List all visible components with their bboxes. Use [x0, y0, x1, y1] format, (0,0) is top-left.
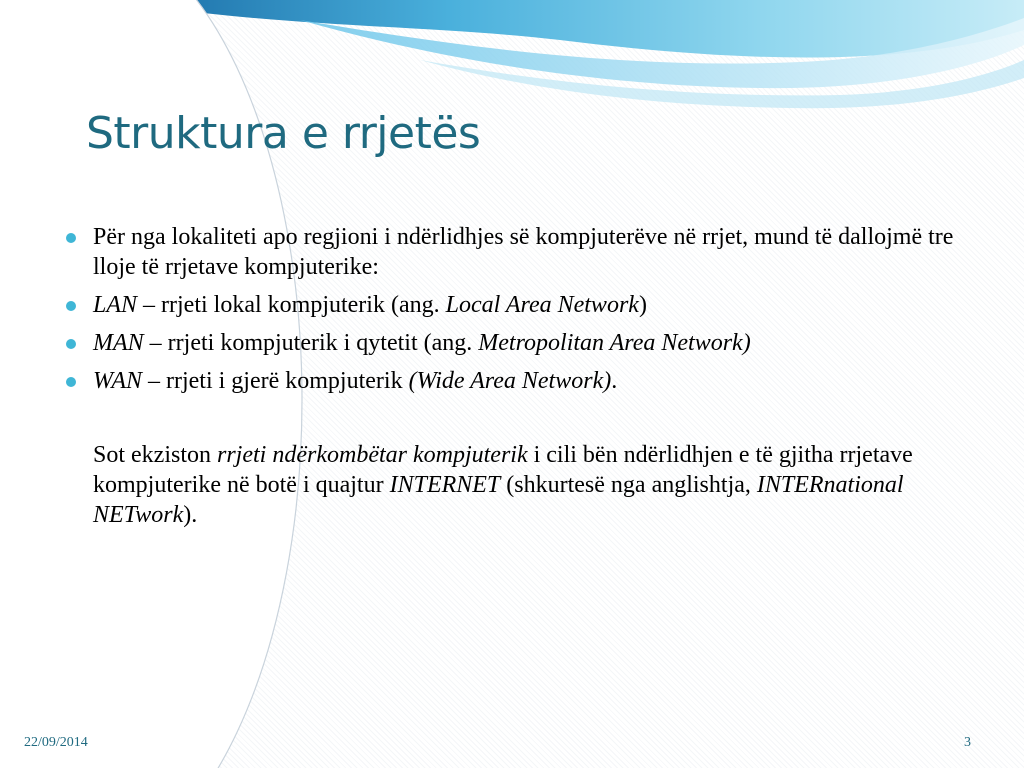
bullet-icon: [66, 301, 76, 311]
slide-title: Struktura e rrjetës: [86, 108, 481, 159]
italic-text: INTERnational NETwork: [93, 472, 904, 528]
text-run: .: [611, 368, 618, 394]
text-run: ).: [183, 502, 198, 528]
italic-text: INTERNET: [389, 472, 501, 498]
body-paragraph: [66, 440, 966, 530]
italic-text: rrjeti ndërkombëtar kompjuterik: [217, 442, 528, 468]
bullet-item: [66, 328, 966, 358]
bullet-list: [66, 222, 966, 396]
italic-text: (Wide Area Network): [408, 368, 612, 394]
bullet-item: [66, 222, 966, 282]
italic-text: WAN: [93, 368, 142, 394]
text-run: – rrjeti i gjerë kompjuterik: [141, 368, 409, 394]
text-run: – rrjeti lokal kompjuterik (ang.: [137, 292, 446, 318]
page-number: 3: [964, 735, 971, 750]
bullet-icon: [66, 377, 76, 387]
text-run: i cili bën ndërlidhjen e të gjitha rrjetave kompjuterike në botë i quajtur: [93, 442, 913, 498]
italic-text: Metropolitan Area Network): [478, 330, 751, 356]
text-run: (shkurtesë nga anglishtja,: [500, 472, 757, 498]
italic-text: MAN: [93, 330, 144, 356]
italic-text: LAN: [93, 292, 138, 318]
text-run: – rrjeti kompjuterik i qytetit (ang.: [143, 330, 479, 356]
bullet-item: [66, 290, 966, 320]
footer-date: 22/09/2014: [24, 735, 88, 750]
bullet-item: [66, 366, 966, 396]
bullet-icon: [66, 339, 76, 349]
text-run: Për nga lokaliteti apo regjioni i ndërlidhjes së kompjuterëve në rrjet, mund të dallojmë tre lloje të rrjetave kompjuterike:: [93, 224, 954, 280]
text-run: ): [638, 292, 647, 318]
italic-text: Local Area Network: [445, 292, 639, 318]
bullet-icon: [66, 233, 76, 243]
text-run: Sot ekziston: [93, 442, 217, 468]
slide-content: [66, 222, 966, 530]
